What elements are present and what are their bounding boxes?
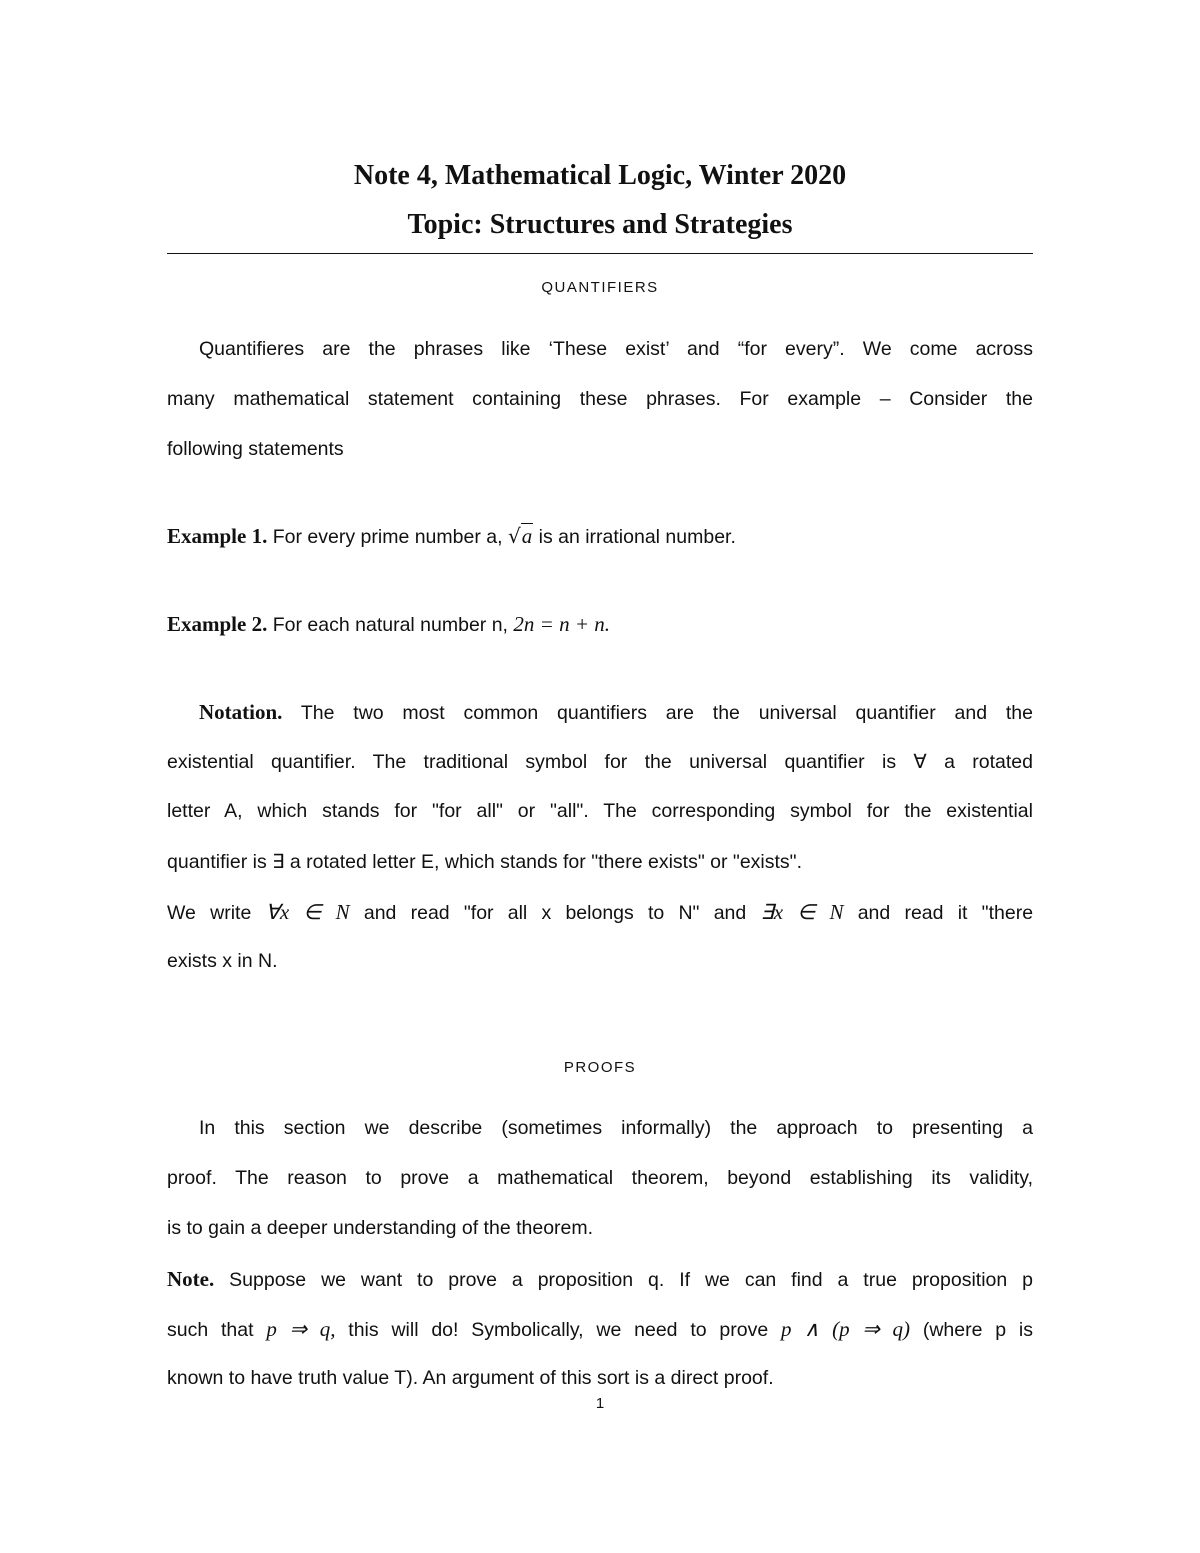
example-2: [167, 612, 1033, 637]
notation-line-3: letter A, which stands for "for all" or "all". The corresponding symbol for the existential: [167, 800, 1033, 822]
conjunction-formula: p ∧ (p ⇒ q): [781, 1317, 911, 1341]
example-1-label: Example 1.: [167, 524, 268, 548]
quantifiers-intro-line-3: following statements: [167, 438, 344, 460]
note-text-1: Suppose we want to prove a proposition q. If we can find a true proposition p: [229, 1269, 1033, 1291]
note-line-1: [167, 1267, 1033, 1292]
document-subtitle: Topic: Structures and Strategies: [407, 209, 793, 240]
example-2-formula: 2n = n + n.: [513, 612, 610, 636]
notation-label: Notation.: [199, 700, 283, 724]
section-heading-proofs: PROOFS: [563, 1059, 637, 1076]
note-line-2: [167, 1317, 1033, 1342]
exists-formula: ∃x ∈ N: [760, 900, 844, 924]
note-line-3: known to have truth value T). An argument of this sort is a direct proof.: [167, 1367, 774, 1389]
proofs-line-2: proof. The reason to prove a mathematical theorem, beyond establishing its validity,: [167, 1167, 1033, 1189]
notation-line-1: [167, 700, 1033, 725]
example-1: [167, 524, 1033, 549]
notation-text-5b: and read "for all x belongs to N" and: [363, 902, 747, 924]
note-text-2b: this will do! Symbolically, we need to prove: [348, 1319, 769, 1341]
notation-line-6: exists x in N.: [167, 950, 278, 972]
notation-line-5: [167, 900, 1033, 925]
section-heading-quantifiers: QUANTIFIERS: [541, 279, 659, 296]
quantifiers-intro-line-2: many mathematical statement containing these phrases. For example – Consider the: [167, 388, 1033, 410]
page-number: 1: [595, 1395, 605, 1412]
proofs-line-3: is to gain a deeper understanding of the theorem.: [167, 1217, 594, 1239]
notation-line-2: existential quantifier. The traditional symbol for the universal quantifier is ∀ a rotated: [167, 751, 1033, 773]
example-2-label: Example 2.: [167, 612, 268, 636]
example-1-radicand: a: [521, 524, 533, 548]
note-text-2c: (where p is: [922, 1319, 1033, 1341]
forall-formula: ∀x ∈ N: [265, 900, 350, 924]
sqrt-symbol: √a: [507, 524, 533, 548]
notation-text-5a: We write: [167, 902, 252, 924]
example-1-text-after: is an irrational number.: [538, 526, 736, 548]
notation-text-5c: and read it "there: [857, 902, 1034, 924]
example-1-text-before: For every prime number a,: [272, 526, 503, 548]
proofs-line-1: In this section we describe (sometimes informally) the approach to presenting a: [199, 1117, 1033, 1139]
title-rule: [167, 253, 1033, 254]
document-title: Note 4, Mathematical Logic, Winter 2020: [353, 160, 847, 191]
note-text-2a: such that: [167, 1319, 254, 1341]
notation-text-1: The two most common quantifiers are the universal quantifier and the: [300, 702, 1033, 724]
implication-formula: p ⇒ q,: [266, 1317, 336, 1341]
note-label: Note.: [167, 1267, 215, 1291]
quantifiers-intro-line-1: Quantifieres are the phrases like ‘These exist’ and “for every”. We come across: [199, 338, 1033, 360]
notation-line-4: quantifier is ∃ a rotated letter E, which stands for "there exists" or "exists".: [167, 851, 803, 873]
example-2-text-before: For each natural number n,: [272, 614, 508, 636]
